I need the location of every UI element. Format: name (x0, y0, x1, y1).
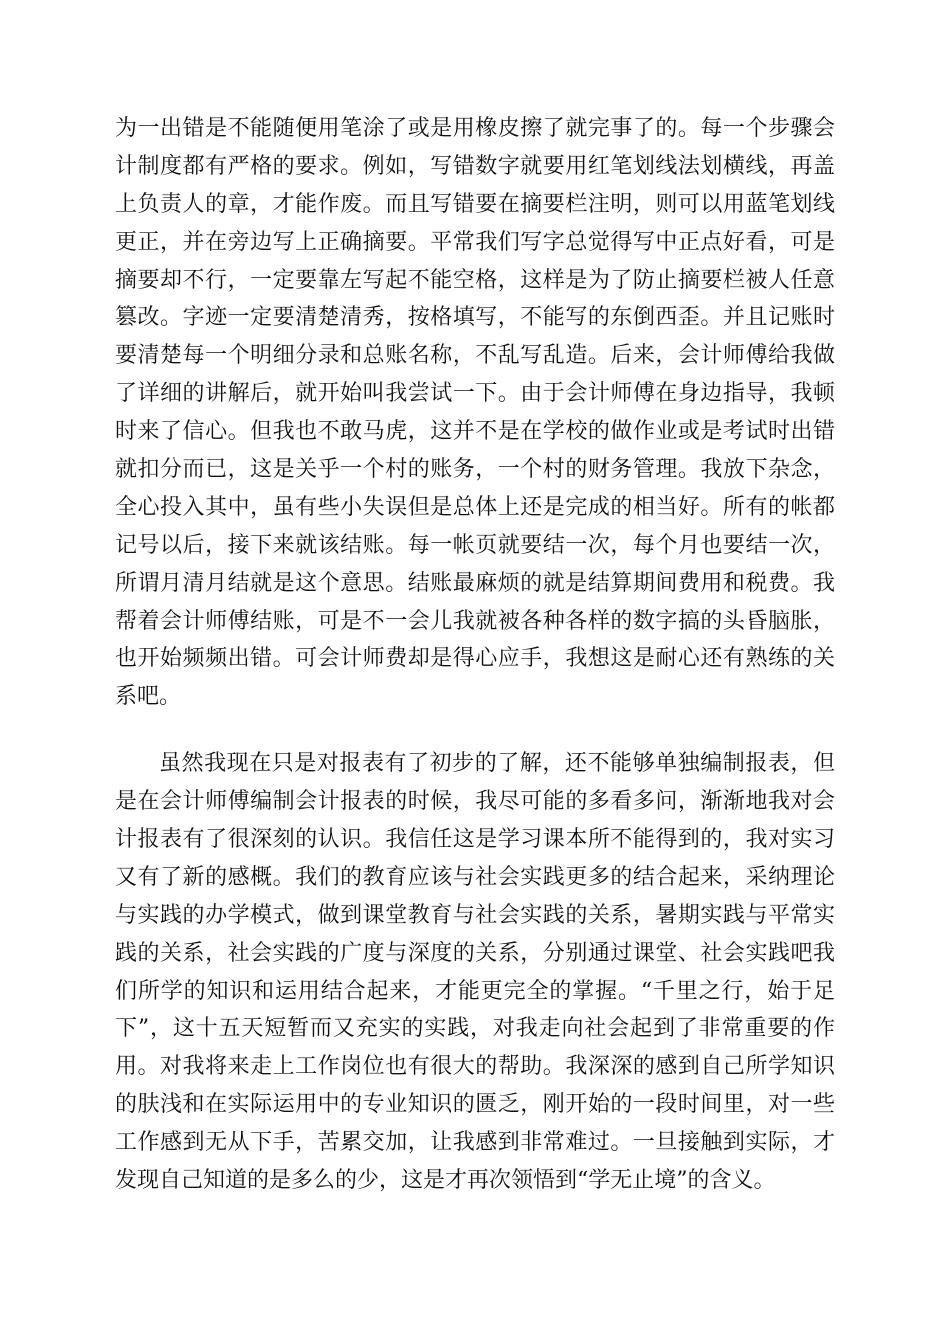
text-line: 计制度都有严格的要求。例如，写错数字就要用红笔划线法划横线，再盖 (115, 153, 835, 179)
text-line: 虽然我现在只是对报表有了初步的了解，还不能够单独编制报表，但 (159, 751, 835, 777)
text-line: 们所学的知识和运用结合起来，才能更完全的掌握。“千里之行，始于足 (115, 978, 835, 1004)
text-line: 帮着会计师傅结账，可是不一会儿我就被各种各样的数字搞的头昏脑胀， (115, 608, 835, 634)
text-line: 是在会计师傅编制会计报表的时候，我尽可能的多看多问，渐渐地我对会 (115, 789, 835, 815)
text-line: 的肤浅和在实际运用中的专业知识的匮乏，刚开始的一段时间里，对一些 (115, 1092, 835, 1118)
text-line: 时来了信心。但我也不敢马虎，这并不是在学校的做作业或是考试时出错 (115, 419, 835, 445)
text-line: 更正，并在旁边写上正确摘要。平常我们写字总觉得写中正点好看，可是 (115, 229, 835, 255)
text-line: 为一出错是不能随便用笔涂了或是用橡皮擦了就完事了的。每一个步骤会 (115, 116, 835, 141)
paragraph-gap (115, 716, 835, 745)
text-line: 篡改。字迹一定要清楚清秀，按格填写，不能写的东倒西歪。并且记账时 (115, 305, 835, 331)
text-line: 摘要却不行，一定要靠左写起不能空格，这样是为了防止摘要栏被人任意 (115, 267, 835, 293)
text-line: 全心投入其中，虽有些小失误但是总体上还是完成的相当好。所有的帐都 (115, 494, 835, 520)
text-line: 计报表有了很深刻的认识。我信任这是学习课本所不能得到的，我对实习 (115, 827, 835, 853)
text-line: 上负责人的章，才能作废。而且写错要在摘要栏注明，则可以用蓝笔划线 (115, 191, 835, 217)
text-line: 记号以后，接下来就该结账。每一帐页就要结一次，每个月也要结一次， (115, 532, 835, 558)
text-line: 就扣分而已，这是关乎一个村的账务，一个村的财务管理。我放下杂念， (115, 457, 835, 483)
text-line: 也开始频频出错。可会计师费却是得心应手，我想这是耐心还有熟练的关 (115, 646, 835, 672)
text-line: 用。对我将来走上工作岗位也有很大的帮助。我深深的感到自己所学知识 (115, 1054, 835, 1080)
text-line: 与实践的办学模式，做到课堂教育与社会实践的关系，暑期实践与平常实 (115, 902, 835, 928)
text-line: 践的关系，社会实践的广度与深度的关系，分别通过课堂、社会实践吧我 (115, 940, 835, 966)
text-line: 所谓月清月结就是这个意思。结账最麻烦的就是结算期间费用和税费。我 (115, 570, 835, 596)
text-line: 发现自己知道的是多么的少，这是才再次领悟到“学无止境”的含义。 (115, 1168, 776, 1194)
text-line: 要清楚每一个明细分录和总账名称，不乱写乱造。后来，会计师傅给我做 (115, 343, 835, 369)
text-line: 系吧。 (115, 684, 182, 710)
text-line: 工作感到无从下手，苦累交加，让我感到非常难过。一旦接触到实际，才 (115, 1130, 835, 1156)
paragraph-1 (115, 110, 835, 716)
document-page (115, 110, 835, 1200)
text-line: 下”，这十五天短暂而又充实的实践，对我走向社会起到了非常重要的作 (115, 1016, 835, 1042)
text-line: 又有了新的感概。我们的教育应该与社会实践更多的结合起来，采纳理论 (115, 864, 835, 890)
paragraph-2 (115, 745, 835, 1200)
text-line: 了详细的讲解后，就开始叫我尝试一下。由于会计师傅在身边指导，我顿 (115, 381, 835, 407)
